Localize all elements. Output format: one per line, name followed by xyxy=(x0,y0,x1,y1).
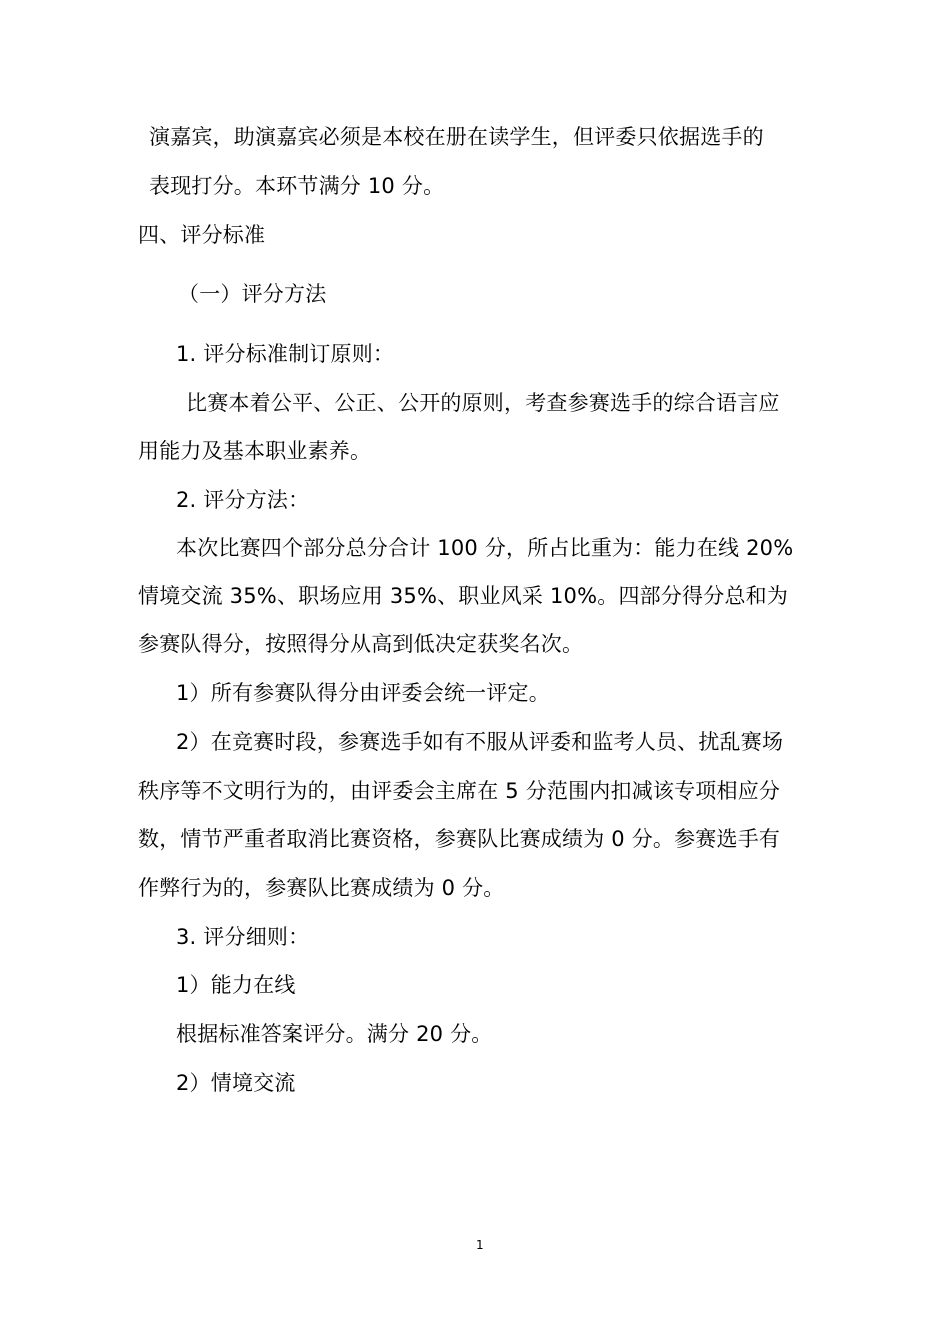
paragraph-line-11: 根据标准答案评分。满分 20 分。 xyxy=(176,1022,493,1046)
paragraph-line-2: 表现打分。本环节满分 10 分。 xyxy=(149,174,445,198)
paragraph-line-9: 数，情节严重者取消比赛资格，参赛队比赛成绩为 0 分。参赛选手有 xyxy=(138,827,781,851)
paragraph-line-6: 情境交流 35%、职场应用 35%、职业风采 10%。四部分得分总和为 xyxy=(138,584,789,608)
subsection-heading: （一）评分方法 xyxy=(178,282,327,306)
list-heading-1: 1. 评分标准制订原则： xyxy=(176,342,395,366)
detail-item-1: 1）能力在线 xyxy=(176,973,296,997)
list-heading-2: 2. 评分方法： xyxy=(176,488,310,512)
paragraph-line-3: 比赛本着公平、公正、公开的原则，考查参赛选手的综合语言应 xyxy=(186,391,780,415)
rule-item-2: 2）在竞赛时段，参赛选手如有不服从评委和监考人员、扰乱赛场 xyxy=(176,730,784,754)
section-heading: 四、评分标准 xyxy=(138,223,266,247)
paragraph-line-10: 作弊行为的，参赛队比赛成绩为 0 分。 xyxy=(138,876,505,900)
paragraph-line-5: 本次比赛四个部分总分合计 100 分，所占比重为：能力在线 20% xyxy=(176,536,794,560)
rule-item-1: 1）所有参赛队得分由评委会统一评定。 xyxy=(176,681,550,705)
paragraph-line-7: 参赛队得分，按照得分从高到低决定获奖名次。 xyxy=(138,632,584,656)
paragraph-line-1: 演嘉宾，助演嘉宾必须是本校在册在读学生，但评委只依据选手的 xyxy=(149,125,764,149)
paragraph-line-4: 用能力及基本职业素养。 xyxy=(138,439,372,463)
list-heading-3: 3. 评分细则： xyxy=(176,925,310,949)
paragraph-line-8: 秩序等不文明行为的，由评委会主席在 5 分范围内扣减该专项相应分 xyxy=(138,779,781,803)
page-number: 1 xyxy=(476,1238,484,1252)
detail-item-2: 2）情境交流 xyxy=(176,1071,296,1095)
